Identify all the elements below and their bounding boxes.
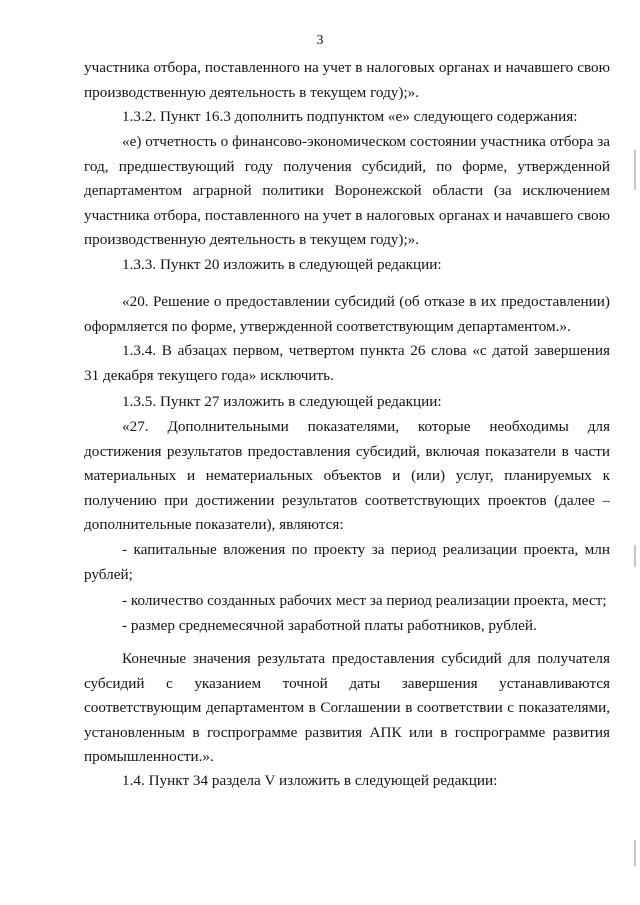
paragraph-1-3-3: 1.3.3. Пункт 20 изложить в следующей редакции: xyxy=(122,256,442,273)
paragraph-1-3-4: 1.3.4. В абзацах первом, четвертом пункта 26 слова «с датой завершения 31 декабря текущего года» исключить. xyxy=(84,342,610,384)
scan-edge-mark xyxy=(634,545,636,567)
paragraph-final-values: Конечные значения результата предоставления субсидий для получателя субсидий с указанием точной даты завершения устанавливаются соответствующим департаментом в Соглашении в соответствии с показателями, установленным в госпрограмме развития АПК или в госпрограмме развития промышленности.». xyxy=(84,650,610,765)
list-item-capital-investments: - капитальные вложения по проекту за период реализации проекта, млн рублей; xyxy=(84,541,610,583)
paragraph-1-4: 1.4. Пункт 34 раздела V изложить в следующей редакции: xyxy=(122,772,498,789)
scan-edge-mark xyxy=(634,150,636,190)
paragraph-1-3-2: 1.3.2. Пункт 16.3 дополнить подпунктом «е» следующего содержания: xyxy=(122,108,578,125)
scan-edge-mark xyxy=(634,840,636,866)
paragraph-subitem-e: «е) отчетность о финансово-экономическом состоянии участника отбора за год, предшествующий году получения субсидий, по форме, утвержденной департаментом аграрной политики Воронежской области (за исключением участника отбора, поставленного на учет в налоговых органах и начавшего свою производственную деятельность в текущем году);». xyxy=(84,133,610,248)
list-item-average-salary: - размер среднемесячной заработной платы работников, рублей. xyxy=(122,617,537,634)
paragraph-continuation: участника отбора, поставленного на учет в налоговых органах и начавшего свою производственную деятельность в текущем году);». xyxy=(84,59,610,101)
paragraph-item-20: «20. Решение о предоставлении субсидий (об отказе в их предоставлении) оформляется по форме, утвержденной соответствующим департаментом.». xyxy=(84,293,610,335)
paragraph-item-27: «27. Дополнительными показателями, которые необходимы для достижения результатов предоставления субсидий, включая показатели в части материальных и нематериальных объектов и (или) услуг, планируемых к получению при достижении результатов соответствующих проектов (далее – дополнительные показатели), являются: xyxy=(84,418,610,533)
list-item-jobs-created: - количество созданных рабочих мест за период реализации проекта, мест; xyxy=(122,592,607,609)
page-number: 3 xyxy=(316,33,324,48)
paragraph-1-3-5: 1.3.5. Пункт 27 изложить в следующей редакции: xyxy=(122,393,442,410)
